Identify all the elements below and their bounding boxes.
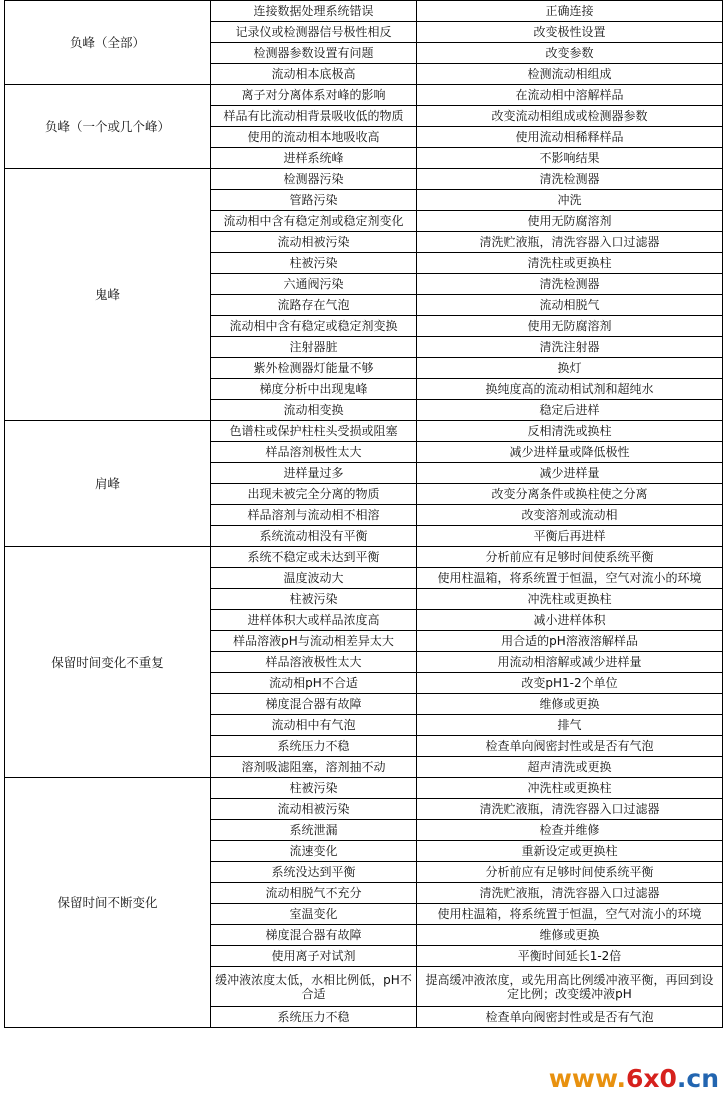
cause-cell: 系统不稳定或未达到平衡 xyxy=(211,547,417,568)
solution-cell: 冲洗柱或更换柱 xyxy=(417,778,723,799)
cause-cell: 系统泄漏 xyxy=(211,820,417,841)
solution-cell: 分析前应有足够时间使系统平衡 xyxy=(417,862,723,883)
solution-cell: 使用无防腐溶剂 xyxy=(417,211,723,232)
cause-cell: 进样体积大或样品浓度高 xyxy=(211,610,417,631)
cause-cell: 缓冲液浓度太低，水相比例低，pH不合适 xyxy=(211,967,417,1007)
solution-cell: 维修或更换 xyxy=(417,925,723,946)
solution-cell: 检测流动相组成 xyxy=(417,64,723,85)
site-watermark xyxy=(549,1064,719,1093)
category-cell: 负峰（全部） xyxy=(5,1,211,85)
cause-cell: 系统压力不稳 xyxy=(211,1007,417,1028)
table-body xyxy=(5,1,723,1028)
cause-cell: 系统没达到平衡 xyxy=(211,862,417,883)
cause-cell: 检测器参数设置有问题 xyxy=(211,43,417,64)
solution-cell: 检查单向阀密封性或是否有气泡 xyxy=(417,736,723,757)
cause-cell: 室温变化 xyxy=(211,904,417,925)
solution-cell: 提高缓冲液浓度，或先用高比例缓冲液平衡，再回到设定比例；改变缓冲液pH xyxy=(417,967,723,1007)
cause-cell: 使用离子对试剂 xyxy=(211,946,417,967)
solution-cell: 重新设定或更换柱 xyxy=(417,841,723,862)
cause-cell: 流动相中含有稳定或稳定剂变换 xyxy=(211,316,417,337)
cause-cell: 离子对分离体系对峰的影响 xyxy=(211,85,417,106)
cause-cell: 流动相中有气泡 xyxy=(211,715,417,736)
table-row xyxy=(5,85,723,106)
solution-cell: 排气 xyxy=(417,715,723,736)
solution-cell: 清洗贮液瓶，清洗容器入口过滤器 xyxy=(417,799,723,820)
solution-cell: 换灯 xyxy=(417,358,723,379)
cause-cell: 梯度混合器有故障 xyxy=(211,694,417,715)
cause-cell: 流动相pH不合适 xyxy=(211,673,417,694)
solution-cell: 清洗贮液瓶，清洗容器入口过滤器 xyxy=(417,883,723,904)
solution-cell: 清洗注射器 xyxy=(417,337,723,358)
troubleshooting-table xyxy=(4,0,723,1028)
cause-cell: 系统流动相没有平衡 xyxy=(211,526,417,547)
solution-cell: 清洗检测器 xyxy=(417,274,723,295)
cause-cell: 流动相被污染 xyxy=(211,232,417,253)
solution-cell: 分析前应有足够时间使系统平衡 xyxy=(417,547,723,568)
table-row xyxy=(5,547,723,568)
solution-cell: 改变流动相组成或检测器参数 xyxy=(417,106,723,127)
cause-cell: 使用的流动相本地吸收高 xyxy=(211,127,417,148)
table-row xyxy=(5,778,723,799)
solution-cell: 反相清洗或换柱 xyxy=(417,421,723,442)
solution-cell: 减少进样量 xyxy=(417,463,723,484)
cause-cell: 色谱柱或保护柱柱头受损或阻塞 xyxy=(211,421,417,442)
solution-cell: 冲洗柱或更换柱 xyxy=(417,589,723,610)
cause-cell: 流动相脱气不充分 xyxy=(211,883,417,904)
solution-cell: 超声清洗或更换 xyxy=(417,757,723,778)
table-row xyxy=(5,1,723,22)
cause-cell: 管路污染 xyxy=(211,190,417,211)
watermark-part1: www. xyxy=(548,1064,626,1093)
cause-cell: 流动相被污染 xyxy=(211,799,417,820)
cause-cell: 样品溶剂与流动相不相溶 xyxy=(211,505,417,526)
cause-cell: 流动相本底极高 xyxy=(211,64,417,85)
solution-cell: 减小进样体积 xyxy=(417,610,723,631)
category-cell: 肩峰 xyxy=(5,421,211,547)
solution-cell: 改变参数 xyxy=(417,43,723,64)
cause-cell: 样品溶液极性太大 xyxy=(211,652,417,673)
cause-cell: 进样系统峰 xyxy=(211,148,417,169)
solution-cell: 清洗贮液瓶，清洗容器入口过滤器 xyxy=(417,232,723,253)
solution-cell: 冲洗 xyxy=(417,190,723,211)
solution-cell: 改变分离条件或换柱使之分离 xyxy=(417,484,723,505)
solution-cell: 使用无防腐溶剂 xyxy=(417,316,723,337)
cause-cell: 梯度混合器有故障 xyxy=(211,925,417,946)
category-cell: 负峰（一个或几个峰） xyxy=(5,85,211,169)
watermark-part3: .cn xyxy=(676,1064,719,1093)
solution-cell: 使用柱温箱，将系统置于恒温，空气对流小的环境 xyxy=(417,904,723,925)
cause-cell: 连接数据处理系统错误 xyxy=(211,1,417,22)
table-row xyxy=(5,169,723,190)
solution-cell: 使用流动相稀释样品 xyxy=(417,127,723,148)
cause-cell: 系统压力不稳 xyxy=(211,736,417,757)
solution-cell: 用流动相溶解或减少进样量 xyxy=(417,652,723,673)
cause-cell: 注射器脏 xyxy=(211,337,417,358)
cause-cell: 梯度分析中出现鬼峰 xyxy=(211,379,417,400)
table-row xyxy=(5,421,723,442)
solution-cell: 使用柱温箱，将系统置于恒温，空气对流小的环境 xyxy=(417,568,723,589)
solution-cell: 不影响结果 xyxy=(417,148,723,169)
solution-cell: 检查并维修 xyxy=(417,820,723,841)
cause-cell: 出现未被完全分离的物质 xyxy=(211,484,417,505)
cause-cell: 样品溶剂极性太大 xyxy=(211,442,417,463)
cause-cell: 柱被污染 xyxy=(211,589,417,610)
cause-cell: 流动相中含有稳定剂或稳定剂变化 xyxy=(211,211,417,232)
solution-cell: 正确连接 xyxy=(417,1,723,22)
cause-cell: 记录仪或检测器信号极性相反 xyxy=(211,22,417,43)
cause-cell: 柱被污染 xyxy=(211,253,417,274)
cause-cell: 溶剂吸滤阻塞，溶剂抽不动 xyxy=(211,757,417,778)
cause-cell: 流路存在气泡 xyxy=(211,295,417,316)
category-cell: 鬼峰 xyxy=(5,169,211,421)
solution-cell: 维修或更换 xyxy=(417,694,723,715)
solution-cell: 换纯度高的流动相试剂和超纯水 xyxy=(417,379,723,400)
solution-cell: 流动相脱气 xyxy=(417,295,723,316)
cause-cell: 样品溶液pH与流动相差异太大 xyxy=(211,631,417,652)
solution-cell: 改变极性设置 xyxy=(417,22,723,43)
solution-cell: 平衡时间延长1-2倍 xyxy=(417,946,723,967)
cause-cell: 六通阀污染 xyxy=(211,274,417,295)
solution-cell: 稳定后进样 xyxy=(417,400,723,421)
cause-cell: 检测器污染 xyxy=(211,169,417,190)
solution-cell: 在流动相中溶解样品 xyxy=(417,85,723,106)
solution-cell: 检查单向阀密封性或是否有气泡 xyxy=(417,1007,723,1028)
cause-cell: 紫外检测器灯能量不够 xyxy=(211,358,417,379)
solution-cell: 平衡后再进样 xyxy=(417,526,723,547)
cause-cell: 流速变化 xyxy=(211,841,417,862)
solution-cell: 清洗检测器 xyxy=(417,169,723,190)
category-cell: 保留时间变化不重复 xyxy=(5,547,211,778)
watermark-part2: 6x0 xyxy=(625,1064,677,1093)
cause-cell: 流动相变换 xyxy=(211,400,417,421)
cause-cell: 柱被污染 xyxy=(211,778,417,799)
solution-cell: 用合适的pH溶液溶解样品 xyxy=(417,631,723,652)
solution-cell: 改变溶剂或流动相 xyxy=(417,505,723,526)
solution-cell: 减少进样量或降低极性 xyxy=(417,442,723,463)
solution-cell: 清洗柱或更换柱 xyxy=(417,253,723,274)
cause-cell: 样品有比流动相背景吸收低的物质 xyxy=(211,106,417,127)
cause-cell: 温度波动大 xyxy=(211,568,417,589)
category-cell: 保留时间不断变化 xyxy=(5,778,211,1028)
cause-cell: 进样量过多 xyxy=(211,463,417,484)
solution-cell: 改变pH1-2个单位 xyxy=(417,673,723,694)
